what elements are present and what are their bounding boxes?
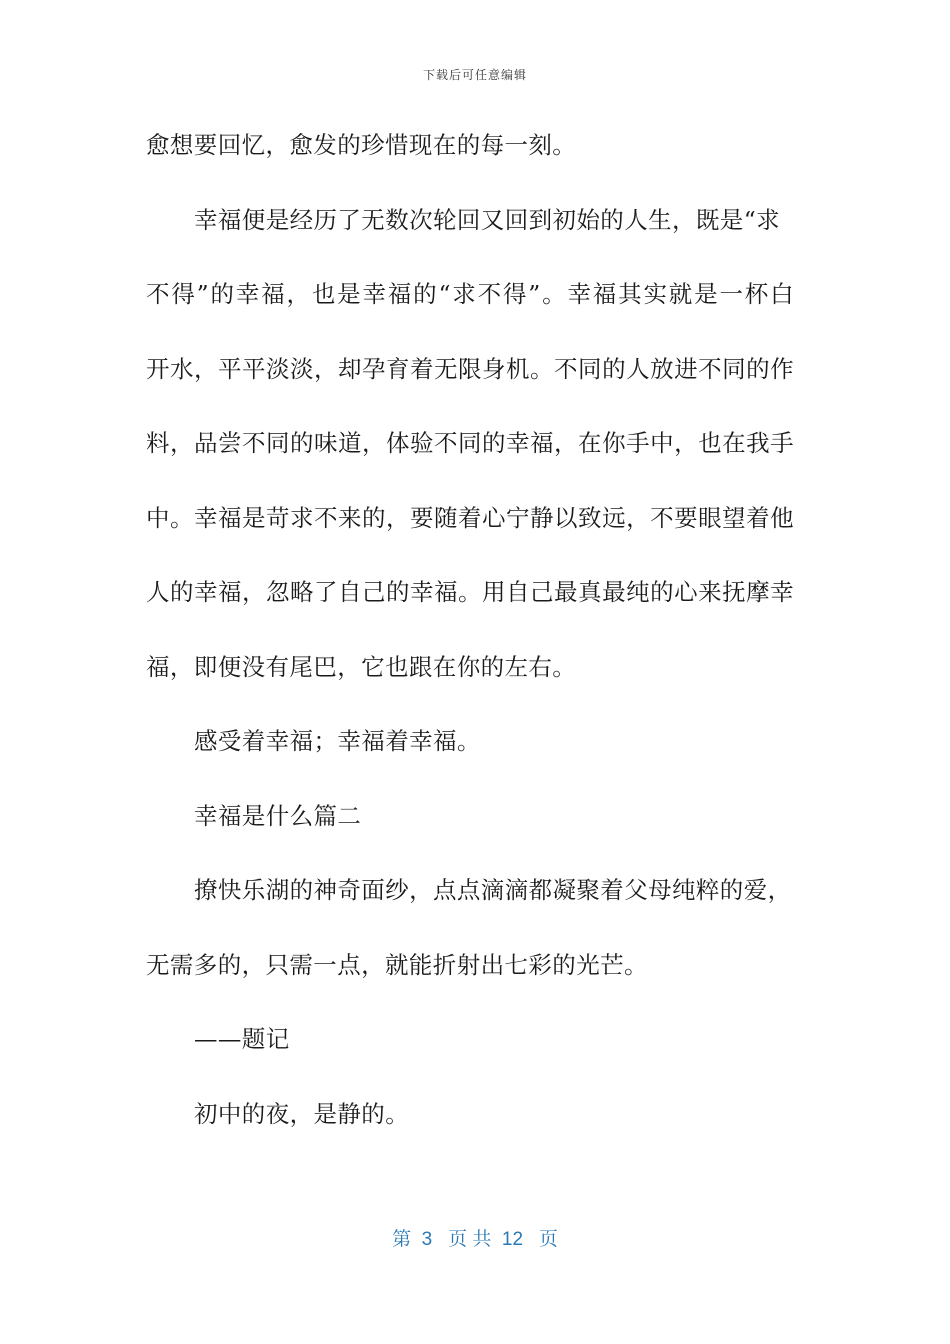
paragraph-line: 料，品尝不同的味道，体验不同的幸福，在你手中，也在我手 [146, 429, 794, 457]
paragraph-line: 愈想要回忆，愈发的珍惜现在的每一刻。 [146, 131, 577, 159]
paragraph-line: 无需多的，只需一点，就能折射出七彩的光芒。 [146, 950, 648, 979]
paragraph-line: 感受着幸福；幸福着幸福。 [194, 727, 481, 755]
paragraph-line: 撩快乐湖的神奇面纱，点点滴滴都凝聚着父母纯粹的爱， [194, 876, 792, 904]
paragraph-line: 人的幸福，忽略了自己的幸福。用自己最真最纯的心来抚摩幸 [146, 578, 794, 606]
paragraph-line: 幸福便是经历了无数次轮回又回到初始的人生，既是“求 [194, 205, 781, 234]
paragraph-line: 开水，平平淡淡，却孕育着无限身机。不同的人放进不同的作 [146, 354, 794, 383]
page-number-footer: 第 3 页 共 12 页 [392, 1229, 558, 1250]
section-heading: 幸福是什么篇二 [194, 801, 362, 830]
paragraph-line: 福，即便没有尾巴，它也跟在你的左右。 [146, 652, 577, 681]
paragraph-line: 初中的夜，是静的。 [194, 1099, 410, 1128]
paragraph-line: 中。幸福是苛求不来的，要随着心宁静以致远，不要眼望着他 [146, 503, 794, 532]
page-header: 下载后可任意编辑 [422, 68, 527, 82]
document-body [146, 120, 794, 1163]
paragraph-line: 不得”的幸福，也是幸福的“求不得”。幸福其实就是一杯白 [146, 280, 794, 308]
epigraph-attribution: ——题记 [194, 1025, 290, 1053]
